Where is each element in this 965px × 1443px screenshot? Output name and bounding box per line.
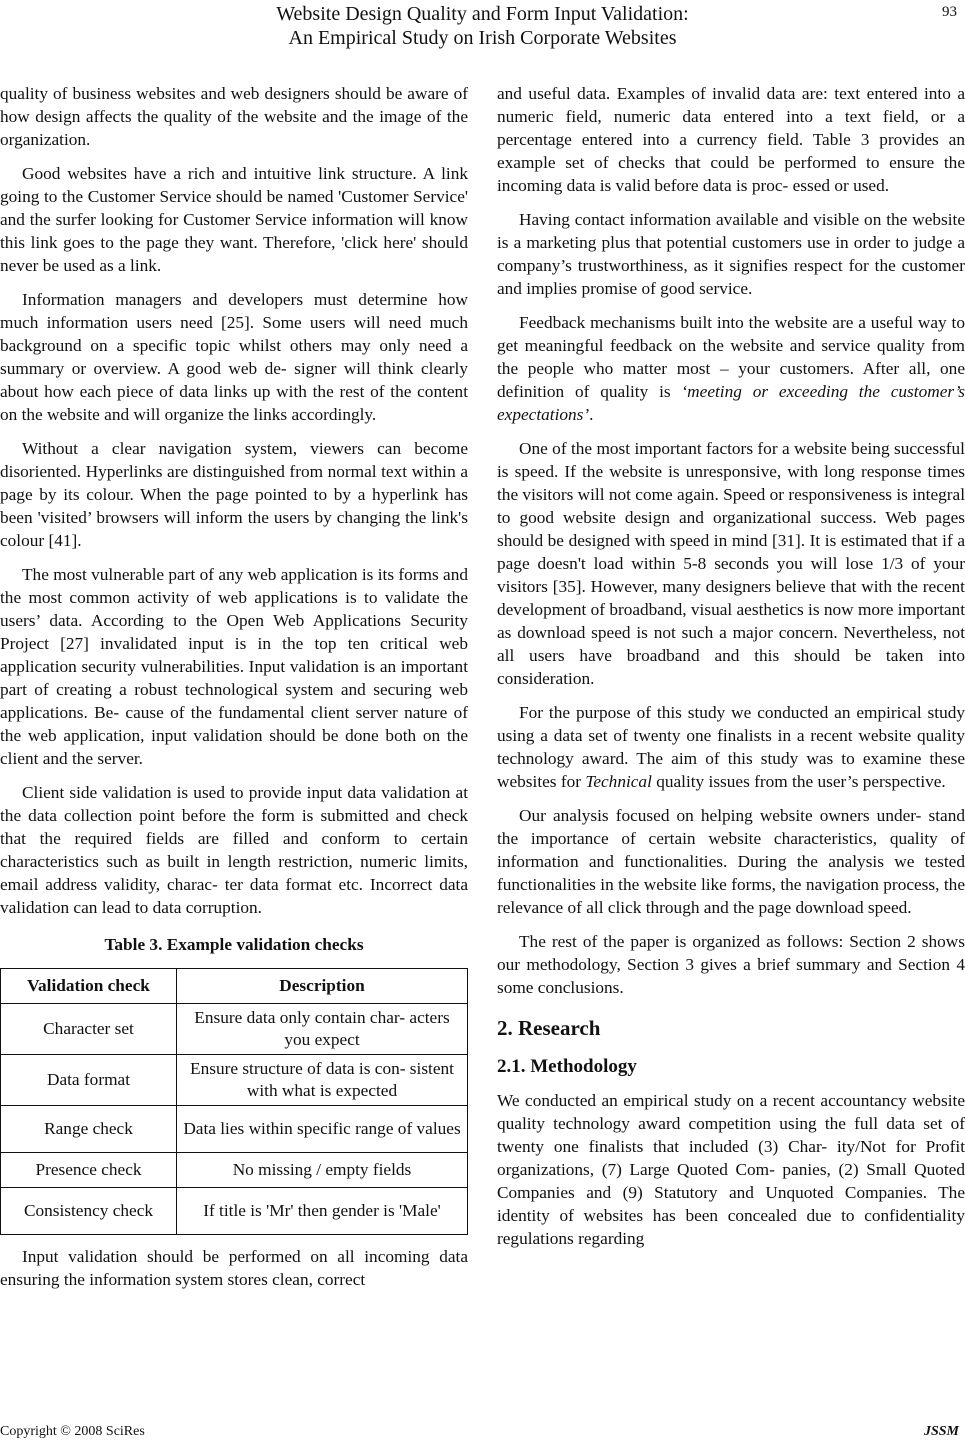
paragraph: We conducted an empirical study on a recent accountancy website quality technology award competition using the full data set of twenty one finalists that included (3) Char- ity/Not for Profit organizations, (7) Large Quoted Com- panies, (2) Small Quoted Companies and (9) Statutory and Unquoted Companies. The identity of websites has been concealed due to confidentiality regulations regarding [497,1091,965,1248]
paragraph: One of the most important factors for a website being successful is speed. If the website is unresponsive, with long response times the visitors will not come again. Speed or responsiveness is integral to good website design and organizational success. Web pages should be designed with speed in mind [31]. It is estimated that if a page doesn't load within 5-8 seconds you will lose 1/3 of your visitors [35]. However, many designers believe that with the recent development of broadband, visual aesthetics is now more important as download speed is not such a major concern. Nevertheless, not all users have broadband and this should be taken into consideration. [497,439,965,688]
paragraph: quality of business websites and web designers should be aware of how design affects the quality of the website and the image of the organization. [0,84,468,149]
subsection-heading: 2.1. Methodology [497,1056,637,1077]
page-number: 93 [942,4,957,20]
table-caption: Table 3. Example validation checks [104,935,364,954]
paragraph-text: For the purpose of this study we conducted an empirical study using a data set of twenty one finalists in a recent website quality technology award. The aim of this study was to examine these websites for [497,703,965,791]
table-cell: Ensure data only contain char- acters you expect [177,1004,468,1055]
paragraph-text: quality issues from the user’s perspective. [651,772,946,791]
paragraph [497,311,965,426]
table-row [1,1004,468,1055]
table-cell: No missing / empty fields [177,1153,468,1188]
table-header-row [1,969,468,1004]
emphasis-technical: Technical [585,772,652,791]
table-cell: Presence check [1,1153,177,1188]
table-cell: Ensure structure of data is con- sistent with what is expected [177,1055,468,1106]
table-row [1,1106,468,1153]
paragraph: The rest of the paper is organized as follows: Section 2 shows our methodology, Section 3 gives a brief summary and Section 4 some conclusions. [497,932,965,997]
right-column [497,82,965,1261]
header-title-line-1: Website Design Quality and Form Input Validation: [276,3,689,25]
paragraph: The most vulnerable part of any web application is its forms and the most common activity of web applications is to validate the users’ data. According to the Open Web Applications Security Project [27] invalidated input is in the top ten critical web application security vulnerabilities. Input validation is an important part of creating a robust technological system and securing web applications. Be- cause of the fundamental client server nature of the web application, input validation should be done both on the client and the server. [0,565,468,768]
left-column [0,82,468,1302]
paragraph: Information managers and developers must determine how much information users need [25]. Some users will need much background on a specific topic whilst others may only need a summary or overview. A good web de- signer will think clearly about how each piece of data links up with the rest of the content on the website and will organize the links accordingly. [0,290,468,424]
table-cell: Character set [1,1004,177,1055]
paragraph: Having contact information available and visible on the website is a marketing plus that potential customers use in order to judge a company’s trustworthiness, as it signifies respect for the customer and implies promise of good service. [497,210,965,298]
paragraph: Good websites have a rich and intuitive link structure. A link going to the Customer Service should be named 'Customer Service' and the surfer looking for Customer Service information will know this link goes to the page they want. Therefore, 'click here' should never be used as a link. [0,164,468,275]
paragraph: and useful data. Examples of invalid data are: text entered into a numeric field, numeric data entered into a text field, or a percentage entered into a currency field. Table 3 provides an example set of checks that could be performed to ensure the incoming data is valid before data is proc- essed or used. [497,84,965,195]
running-header [0,2,965,50]
paragraph [497,701,965,793]
header-title-line-2: An Empirical Study on Irish Corporate Websites [288,27,677,49]
table-cell: If title is 'Mr' then gender is 'Male' [177,1188,468,1235]
validation-checks-table [0,968,468,1235]
table-cell: Consistency check [1,1188,177,1235]
paragraph-text: . [589,405,594,424]
quality-definition-quote: ‘meeting or exceeding the customer’s expectations’ [497,382,965,424]
journal-footer: JSSM [923,1424,959,1439]
table-row [1,1153,468,1188]
table-cell: Range check [1,1106,177,1153]
table-header-cell: Validation check [1,969,177,1004]
section-heading: 2. Research [497,1016,601,1040]
table-row [1,1055,468,1106]
paragraph: Client side validation is used to provide input data validation at the data collection point before the form is submitted and check that the required fields are filled and conform to certain characteristics such as built in length restriction, numeric limits, email address validity, charac- ter data format etc. Incorrect data validation can lead to data corruption. [0,783,468,917]
table-cell: Data format [1,1055,177,1106]
copyright-footer: Copyright © 2008 SciRes [0,1424,145,1439]
table-header-cell: Description [177,969,468,1004]
paragraph: Without a clear navigation system, viewers can become disoriented. Hyperlinks are distinguished from normal text within a page by its colour. When the page pointed to by a hyperlink has been 'visited’ browsers will inform the users by changing the link's colour [41]. [0,439,468,550]
paragraph: Input validation should be performed on all incoming data ensuring the information system stores clean, correct [0,1247,468,1289]
table-cell: Data lies within specific range of values [177,1106,468,1153]
table-row [1,1188,468,1235]
paragraph: Our analysis focused on helping website owners under- stand the importance of certain website characteristics, quality of information and functionalities. During the analysis we tested functionalities in the website like forms, the navigation process, the relevance of all click through and the page download speed. [497,806,965,917]
paragraph-text: Feedback mechanisms built into the website are a useful way to get meaningful feedback on the website and service quality from the people who matter most – your customers. After all, one definition of quality is [497,313,965,401]
